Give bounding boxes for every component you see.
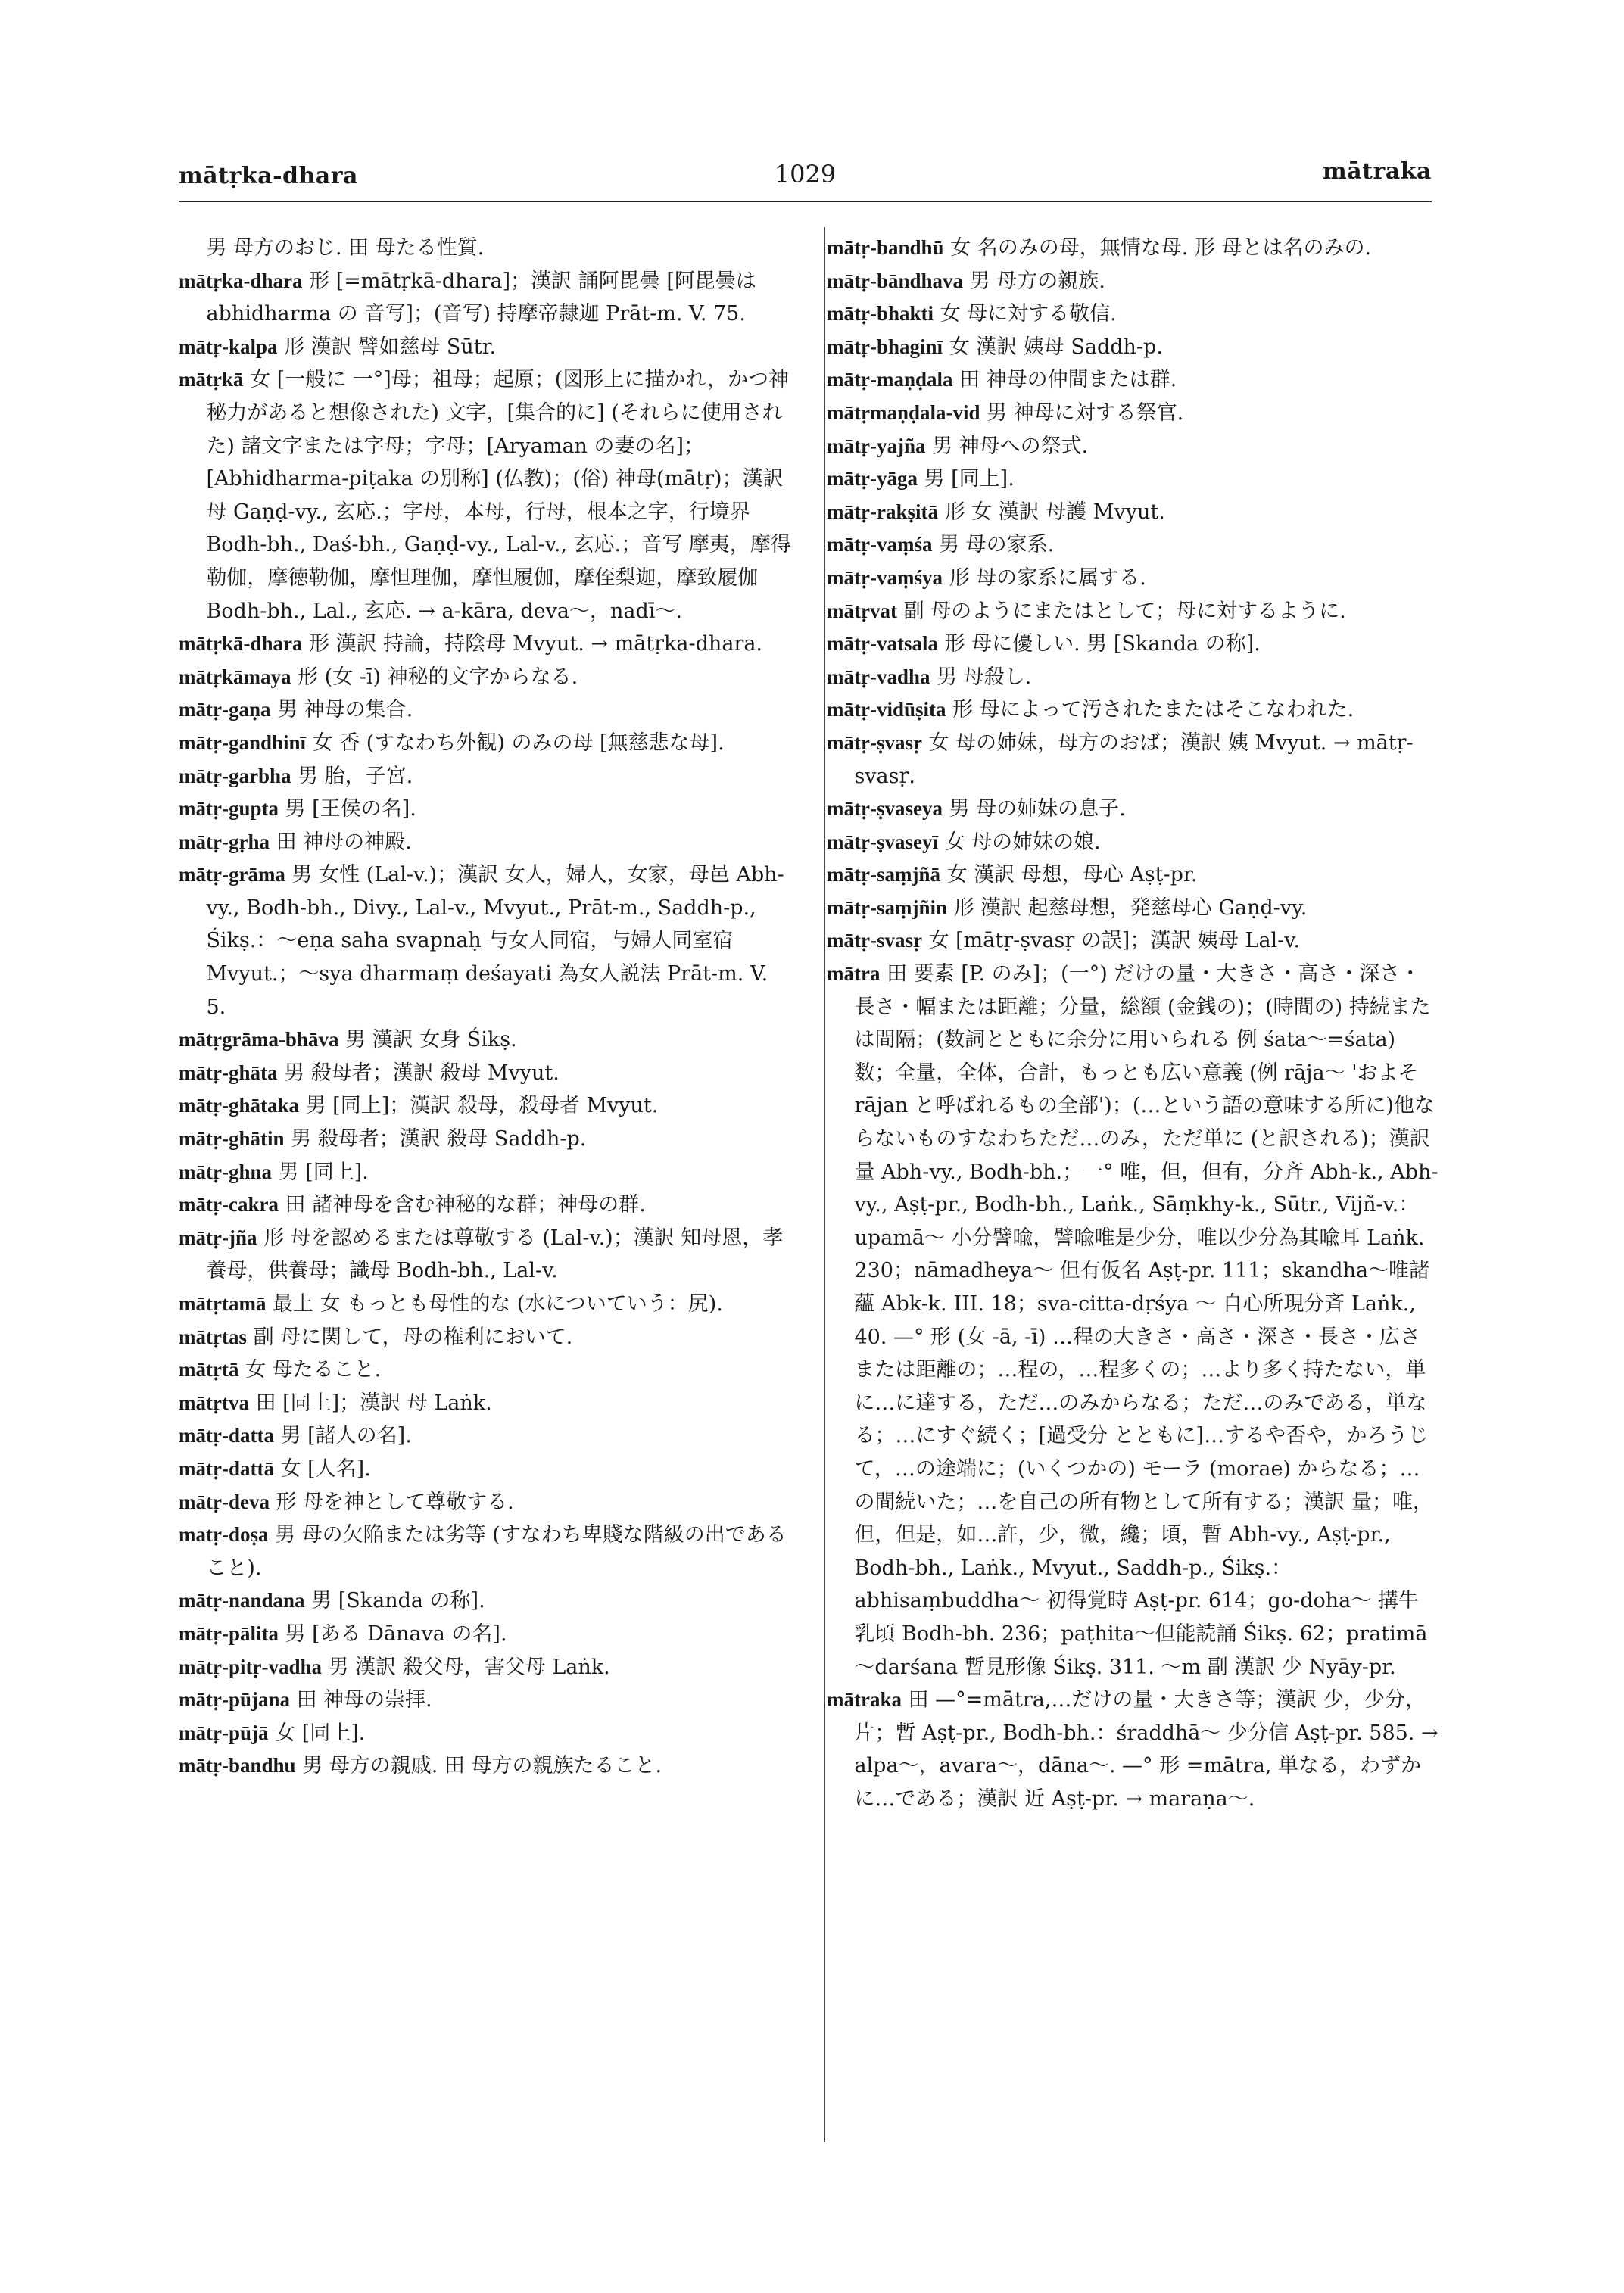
dictionary-entry <box>179 858 793 1023</box>
entry-headword: mātṛmaṇḍala-vid <box>827 400 980 424</box>
dictionary-entry <box>179 1156 793 1189</box>
dictionary-entry <box>179 1387 793 1420</box>
dictionary-entry <box>179 1123 793 1156</box>
entry-definition: 田 [同上]；漢訳 母 Laṅk. <box>255 1391 492 1415</box>
entry-headword: mātṛkāmaya <box>179 665 291 688</box>
dictionary-entry <box>179 1419 793 1453</box>
entry-definition: 男 胎，子宮. <box>298 764 413 788</box>
entry-definition: 男 [ある Dānava の名]. <box>285 1622 507 1646</box>
entry-definition: 形 母の家系に属する. <box>949 565 1146 590</box>
dictionary-entry <box>827 397 1439 430</box>
dictionary-entry <box>827 363 1439 397</box>
dictionary-entry <box>179 363 793 628</box>
entry-headword: mātṛ-vaṃśya <box>827 565 943 589</box>
entry-headword: mātṛkā <box>179 368 244 391</box>
page-number: 1029 <box>774 160 837 188</box>
entry-definition: 形 (女 -ī) 神秘的文字からなる. <box>298 665 578 689</box>
entry-headword: mātṛ-gaṇa <box>179 698 271 721</box>
dictionary-entry <box>827 1684 1439 1815</box>
dictionary-entry <box>827 463 1439 496</box>
dictionary-entry <box>827 892 1439 925</box>
dictionary-entry <box>179 1288 793 1321</box>
entry-headword: mātṛvat <box>827 599 897 622</box>
entry-definition: 男 漢訳 殺父母，害父母 Laṅk. <box>328 1655 610 1679</box>
entry-headword: mātṛ-pūjā <box>179 1721 269 1744</box>
entry-definition: 女 [mātṛ-ṣvasṛ の誤]；漢訳 姨母 Lal-v. <box>928 929 1300 953</box>
entry-definition: 女 [同上]. <box>275 1721 366 1745</box>
entry-definition: 女 母の姉妹，母方のおば；漢訳 姨 Mvyut. → mātṛ-svasṛ. <box>854 731 1414 788</box>
entry-definition: 男 母の姉妹の息子. <box>949 797 1126 821</box>
entry-definition: 女 香 (すなわち外観) のみの母 [無慈悲な母]. <box>312 731 725 755</box>
entry-definition: 田 要素 [P. のみ]；(一°) だけの量・大きさ・高さ・深さ・長さ・幅または距離；分量，総額 (金銭の)；(時間の) 持続または間隔；(数詞とともに余分に用いられる 例 śata～=śata) 数；全量，全体，合計，もっとも広い意義 (例 rāja～ 'およそ rājan と呼ばれるもの全部')；(…という語の意味する所に)他ならないものすなわちただ…のみ，ただ単に (と訳される)；漢訳 量 Abh-vy., Bodh-bh.；一° 唯，但，但有，分斉 Abh-k., Abh-vy., Aṣṭ-pr., Bodh-bh., Laṅk., Sāṃkhy-k., Sūtr., Vijñ-v.：upamā～ 小分譬喩，譬喩唯是少分，唯以少分為其喩耳 Laṅk. 230；nāmadheya～ 但有仮名 Aṣṭ-pr. 111；skandha～唯諸蘊 Abk-k. III. 18；sva-citta-dṛśya ～ 自心所現分斉 Laṅk., 40. —° 形 (女 -ā, -ī) …程の大きさ・高さ・深さ・長さ・広さまたは距離の；…程の，…程多くの；…より多く持たない，単に…に達する，ただ…のみからなる；ただ…のみである，単なる；…にすぐ続く；[過受分 とともに]…するや否や，かろうじて，…の途端に；(いくつかの) モーラ (morae) からなる；…の間続いた；…を自己の所有物として所有する；漢訳 量；唯，但，但是，如…許，少，微，纔；頃，暫 Abh-vy., Aṣṭ-pr., Bodh-bh., Laṅk., Mvyut., Saddh-p., Śikṣ.：abhisaṃbuddha～ 初得覚時 Aṣṭ-pr. 614；go-doha～ 搆牛乳頃 Bodh-bh. 236；paṭhita～但能読誦 Śikṣ. 62；pratimā～darśana 暫見形像 Śikṣ. 311. ～m 副 漢訳 少 Nyāy-pr. <box>854 962 1439 1679</box>
entry-definition: 男 神母への祭式. <box>932 434 1089 458</box>
entry-headword: mātṛ-svasṛ <box>827 929 922 952</box>
dictionary-entry <box>827 958 1439 1684</box>
entry-headword: mātṛ-ghna <box>179 1160 272 1183</box>
entry-headword: mātṛkā-dhara <box>179 632 303 656</box>
dictionary-entry <box>827 858 1439 892</box>
entry-headword: mātṛ-bhakti <box>827 302 934 326</box>
entry-definition: 女 母の姉妹の娘. <box>944 830 1101 854</box>
dictionary-entry <box>827 924 1439 958</box>
entry-definition: 形 漢訳 譬如慈母 Sūtr. <box>284 335 497 359</box>
entry-headword: mātṛka-dhara <box>179 269 303 292</box>
entry-headword: mātṛtas <box>179 1325 247 1348</box>
entry-headword: mātṛtā <box>179 1358 239 1382</box>
entry-definition: 男 神母に対する祭官. <box>987 400 1184 425</box>
dictionary-entry <box>179 1684 793 1717</box>
entry-definition: 男 母の家系. <box>939 533 1055 557</box>
dictionary-entry <box>827 727 1439 793</box>
entry-definition: 男 殺母者；漢訳 殺母 Mvyut. <box>284 1061 560 1085</box>
dictionary-entry <box>179 1519 793 1584</box>
entry-headword: mātṛ-ṣvaseya <box>827 797 943 821</box>
left-column <box>179 232 793 1783</box>
entry-definition: 形 女 漢訳 母護 Mvyut. <box>944 500 1165 524</box>
running-head-left: mātṛka-dhara <box>179 163 358 189</box>
entry-definition: 形 漢訳 持論，持陰母 Mvyut. → mātṛka-dhara. <box>309 632 762 656</box>
dictionary-entry <box>827 793 1439 826</box>
entry-definition: 男 [同上]；漢訳 殺母，殺母者 Mvyut. <box>305 1094 659 1118</box>
entry-headword: mātṛ-bandhu <box>179 1754 296 1777</box>
entry-definition: 女 [一般に 一°]母；祖母；起原；(図形上に描かれ，かつ神秘力があると想像された) 文字，[集合的に] (それらに使用された) 諸文字または字母；字母；[Aryaman の妻の名]；[Abhidharma-piṭaka の別称] (仏教)；(俗) 神母(mātṛ)；漢訳 母 Gaṇḍ-vy., 玄応.；字母，本母，行母，根本之字，行境界 Bodh-bh., Daś-bh., Gaṇḍ-vy., Lal-v., 玄応.；音写 摩夷，摩得勒伽，摩徳勒伽，摩怛理伽，摩怛履伽，摩侄梨迦，摩致履伽 Bodh-bh., Lal., 玄応. → a-kāra, deva～，nadī～. <box>206 368 791 623</box>
entry-headword: mātṛ-deva <box>179 1490 270 1513</box>
right-column <box>827 232 1439 1816</box>
entry-headword: mātraka <box>827 1688 902 1712</box>
entry-definition: 田 神母の神殿. <box>276 830 412 854</box>
entry-headword: mātṛ-ṣvaseyī <box>827 830 938 853</box>
dictionary-entry <box>179 760 793 793</box>
entry-definition: 男 [諸人の名]. <box>280 1424 412 1448</box>
dictionary-entry <box>179 727 793 760</box>
entry-headword: mātṛ-datta <box>179 1424 274 1447</box>
entry-definition: 形 母に優しい. 男 [Skanda の称]. <box>944 632 1261 656</box>
entry-definition: 女 名のみの母，無情な母. 形 母とは名のみの. <box>950 236 1372 260</box>
dictionary-entry <box>179 661 793 694</box>
entry-definition: 男 [Skanda の称]. <box>311 1589 485 1613</box>
entry-headword: mātṛ-yāga <box>827 467 918 491</box>
entry-headword: mātṛ-maṇḍala <box>827 368 953 391</box>
entry-headword: mātṛ-gupta <box>179 797 279 821</box>
entry-definition: 男 [同上]. <box>278 1160 369 1184</box>
dictionary-entry <box>827 628 1439 661</box>
entry-headword: mātṛ-pitṛ-vadha <box>179 1655 322 1678</box>
dictionary-entry <box>179 1717 793 1750</box>
dictionary-entry <box>179 826 793 859</box>
entry-headword: mātṛ-rakṣitā <box>827 500 938 523</box>
entry-headword: mātṛ-dattā <box>179 1456 274 1480</box>
entry-definition: 田 神母の崇拝. <box>296 1688 432 1712</box>
entry-definition: 男 神母の集合. <box>277 698 413 722</box>
entry-headword: mātṛ-yajña <box>827 434 926 457</box>
entry-headword: mātṛ-pūjana <box>179 1688 290 1712</box>
dictionary-entry <box>179 1089 793 1123</box>
dictionary-entry <box>179 1584 793 1618</box>
entry-headword: mātṛtamā <box>179 1292 267 1315</box>
entry-headword: mātṛ-bāndhava <box>827 269 964 292</box>
dictionary-entry <box>179 1222 793 1288</box>
entry-definition: 男 女性 (Lal-v.)；漢訳 女人，婦人，女家，母邑 Abh-vy., Bodh-bh., Divy., Lal-v., Mvyut., Prāt-m., Saddh-p., Śikṣ.：～eṇa saha svapnaḥ 与女人同宿，与婦人同室宿 Mvyut.；～sya dharmaṃ deśayati 為女人説法 Prāt-m. V. 5. <box>206 863 784 1019</box>
entry-definition: 男 母殺し. <box>937 665 1032 689</box>
entry-definition: 田 諸神母を含む神秘的な群；神母の群. <box>285 1193 646 1217</box>
entry-headword: mātṛ-pālita <box>179 1622 279 1645</box>
entry-headword: mātṛ-saṃjñin <box>827 896 947 919</box>
entry-headword: mātṛ-vadha <box>827 665 930 688</box>
entry-definition: 男 母方の親族. <box>969 269 1105 293</box>
dictionary-entry <box>827 331 1439 364</box>
entry-headword: mātra <box>827 962 881 986</box>
page-header <box>179 155 1432 202</box>
dictionary-entry <box>179 265 793 331</box>
entry-definition: 田 —°=mātra,…だけの量・大きさ等；漢訳 少，少分，片；暫 Aṣṭ-pr., Bodh-bh.：śraddhā～ 少分信 Aṣṭ-pr. 585. → alpa～，avara～，dāna～. —° 形 =mātra, 単なる，わずかに…である；漢訳 近 Aṣṭ-pr. → maraṇa～. <box>854 1688 1439 1811</box>
dictionary-entry <box>827 430 1439 463</box>
entry-definition: 副 母のようにまたはとして；母に対するように. <box>903 599 1346 623</box>
dictionary-entry <box>827 232 1439 265</box>
entry-definition: 女 [人名]. <box>280 1456 371 1481</box>
dictionary-entry <box>827 693 1439 727</box>
entry-definition: 男 [王侯の名]. <box>285 797 416 821</box>
dictionary-entry <box>179 1618 793 1651</box>
entry-definition: 形 [=mātṛkā-dhara]；漢訳 誦阿毘曇 [阿毘曇は abhidharma の 音写]；(音写) 持摩帝隷迦 Prāt-m. V. 75. <box>206 269 756 326</box>
entry-headword: mātṛ-vatsala <box>827 632 938 656</box>
dictionary-entry <box>827 826 1439 859</box>
dictionary-entry <box>179 1057 793 1090</box>
entry-definition: 田 神母の仲間または群. <box>959 368 1177 392</box>
entry-headword: mātṛgrāma-bhāva <box>179 1028 339 1051</box>
entry-definition: 形 母によって汚されたまたはそこなわれた. <box>952 698 1354 722</box>
entry-headword: mātṛ-bhaginī <box>827 335 943 358</box>
entry-definition: 男 母の欠陥または劣等 (すなわち卑賤な階級の出であること). <box>206 1523 787 1580</box>
entry-headword: mātṛ-gandhinī <box>179 731 307 754</box>
entry-definition: 形 漢訳 起慈母想，発慈母心 Gaṇḍ-vy. <box>953 896 1308 920</box>
column-divider <box>824 227 825 2142</box>
running-head-right: mātraka <box>1322 158 1432 185</box>
entry-headword: mātṛ-bandhū <box>827 236 944 259</box>
entry-headword: mātṛ-saṃjñā <box>827 863 940 886</box>
entry-definition: 男 漢訳 女身 Śikṣ. <box>345 1028 517 1052</box>
entry-headword: mātṛ-nandana <box>179 1589 305 1612</box>
entry-headword: mātṛ-ṣvasṛ <box>827 731 922 754</box>
dictionary-entry <box>179 1453 793 1486</box>
entry-definition: 女 漢訳 姨母 Saddh-p. <box>949 335 1163 359</box>
dictionary-entry <box>179 793 793 826</box>
entry-headword: mātṛ-vidūṣita <box>827 698 946 721</box>
entry-definition: 女 母たること. <box>245 1358 382 1382</box>
entry-definition: 男 母方の親戚. 田 母方の親族たること. <box>302 1754 662 1778</box>
entry-headword: mātṛ-garbha <box>179 764 291 787</box>
entry-headword: mātṛ-ghāta <box>179 1061 278 1084</box>
entry-definition: 男 殺母者；漢訳 殺母 Saddh-p. <box>291 1127 587 1151</box>
entry-headword: mātṛ-jña <box>179 1226 257 1249</box>
dictionary-entry <box>827 528 1439 562</box>
entry-headword: mātṛ-gṛha <box>179 830 270 853</box>
dictionary-entry <box>179 693 793 727</box>
entry-headword: mātṛ-ghātin <box>179 1127 285 1151</box>
dictionary-entry <box>827 496 1439 529</box>
dictionary-entry <box>827 661 1439 694</box>
entry-definition: 最上 女 もっとも母性的な (水についていう：尻). <box>273 1292 723 1316</box>
dictionary-entry <box>179 331 793 364</box>
dictionary-entry <box>179 1651 793 1684</box>
dictionary-entry <box>179 1486 793 1519</box>
entry-headword: mātṛ-kalpa <box>179 335 278 358</box>
entry-headword: matṛ-doṣa <box>179 1523 269 1547</box>
entry-headword: mātṛ-ghātaka <box>179 1094 299 1117</box>
entry-headword: mātṛ-cakra <box>179 1193 279 1217</box>
dictionary-entry <box>827 298 1439 331</box>
entry-definition: 男 [同上]. <box>924 467 1015 491</box>
dictionary-entry <box>179 1023 793 1057</box>
entry-definition: 女 漢訳 母想，母心 Aṣṭ-pr. <box>946 863 1198 887</box>
dictionary-entry <box>179 232 793 265</box>
dictionary-entry <box>827 265 1439 298</box>
dictionary-entry <box>179 1189 793 1222</box>
entry-headword: mātṛ-grāma <box>179 863 285 886</box>
dictionary-entry <box>827 562 1439 595</box>
entry-headword: mātṛ-vaṃśa <box>827 533 933 556</box>
entry-definition: 形 母を認めるまたは尊敬する (Lal-v.)；漢訳 知母恩，孝養母，供養母；識母 Bodh-bh., Lal-v. <box>206 1226 784 1283</box>
entry-headword: mātṛtva <box>179 1391 249 1414</box>
dictionary-entry <box>179 1749 793 1783</box>
entry-definition: 副 母に関して，母の権利において. <box>253 1325 573 1349</box>
dictionary-entry <box>179 628 793 661</box>
entry-definition: 女 母に対する敬信. <box>940 302 1117 326</box>
entry-definition: 男 母方のおじ. 田 母たる性質. <box>206 236 485 260</box>
dictionary-entry <box>179 1354 793 1387</box>
dictionary-entry <box>179 1321 793 1354</box>
dictionary-entry <box>827 595 1439 628</box>
entry-definition: 形 母を神として尊敬する. <box>276 1490 514 1514</box>
